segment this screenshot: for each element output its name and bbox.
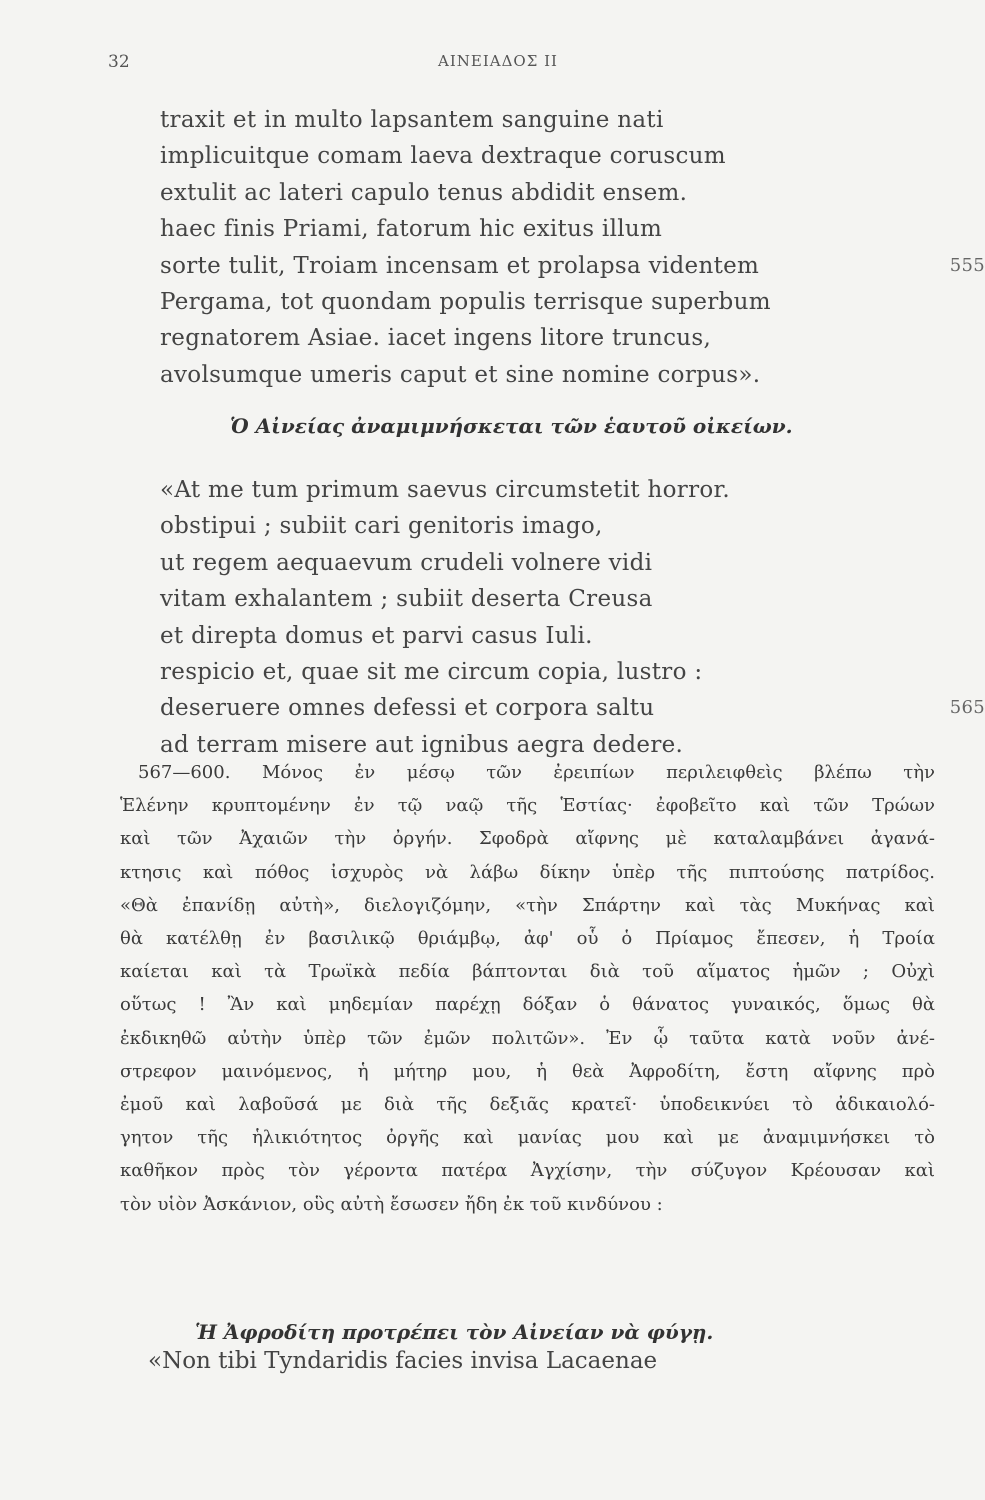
prose-line: Ἑλένην κρυπτομένην ἐν τῷ ναῷ τῆς Ἑστίας· ἐφοβεῖτο καὶ τῶν Τρώων — [120, 795, 935, 817]
verse-line — [160, 357, 880, 393]
verse-line — [160, 248, 985, 284]
prose-line: καὶ τῶν Ἀχαιῶν τὴν ὀργήν. Σφοδρὰ αἴφνης μὲ καταλαμβάνει ἀγανά- — [120, 828, 935, 850]
line-number: 565 — [949, 697, 985, 719]
prose-line: καθῆκον πρὸς τὸν γέροντα πατέρα Ἀγχίσην, τὴν σύζυγον Κρέουσαν καὶ — [120, 1160, 935, 1182]
verse-block-1 — [160, 102, 985, 393]
verse-line — [160, 508, 880, 544]
prose-line: καίεται καὶ τὰ Τρωϊκὰ πεδία βάπτονται διὰ τοῦ αἵματος ἡμῶν ; Οὐχὶ — [120, 961, 935, 983]
verse-text: vitam exhalantem ; subiit deserta Creusa — [160, 586, 653, 613]
running-head: ΑΙΝΕΙΑΔΟΣ II — [438, 52, 558, 70]
prose-summary — [120, 756, 935, 1221]
prose-line: «Θὰ ἐπανίδῃ αὐτὴ», διελογιζόμην, «τὴν Σπάρτην καὶ τὰς Μυκήνας καὶ — [120, 894, 935, 916]
prose-line: 567—600. Μόνος ἐν μέσῳ τῶν ἐρειπίων περιλειφθεὶς βλέπω τὴν — [138, 762, 935, 783]
verse-text: regnatorem Asiae. iacet ingens litore truncus, — [160, 325, 712, 352]
closing-verse-line: «Non tibi Tyndaridis facies invisa Lacaenae — [148, 1348, 658, 1374]
verse-text: ad terram misere aut ignibus aegra dedere. — [160, 731, 684, 758]
verse-line — [160, 581, 880, 617]
page-number: 32 — [108, 52, 130, 72]
verse-text: traxit et in multo lapsantem sanguine nati — [160, 107, 664, 133]
verse-line — [160, 320, 880, 356]
verse-block-2 — [160, 472, 985, 763]
section-heading: Ὁ Αἰνείας ἀναμιμνήσκεται τῶν ἑαυτοῦ οἰκείων. — [230, 414, 793, 438]
verse-line — [160, 472, 880, 508]
verse-text: deseruere omnes defessi et corpora saltu — [160, 695, 655, 722]
verse-text: avolsumque umeris caput et sine nomine corpus». — [160, 361, 761, 388]
page-header — [108, 52, 928, 82]
line-number: 555 — [949, 254, 985, 276]
prose-line: στρεφον μαινόμενος, ἡ μήτηρ μου, ἡ θεὰ Ἀφροδίτη, ἔστη αἴφνης πρὸ — [120, 1060, 935, 1082]
verse-line — [160, 284, 880, 320]
verse-text: ut regem aequaevum crudeli volnere vidi — [160, 549, 653, 576]
verse-text: implicuitque comam laeva dextraque coruscum — [160, 143, 726, 170]
verse-text: haec finis Priami, fatorum hic exitus illum — [160, 216, 663, 243]
verse-line — [160, 102, 880, 138]
verse-text: Pergama, tot quondam populis terrisque superbum — [160, 289, 771, 316]
verse-line — [160, 138, 880, 174]
verse-text: et direpta domus et parvi casus Iuli. — [160, 622, 593, 649]
prose-line: κτησις καὶ πόθος ἰσχυρὸς νὰ λάβω δίκην ὑπὲρ τῆς πιπτούσης πατρίδος. — [120, 861, 935, 883]
verse-line — [160, 211, 880, 247]
prose-line: θὰ κατέλθῃ ἐν βασιλικῷ θριάμβῳ, ἀφ' οὗ ὁ Πρίαμος ἔπεσεν, ἡ Τροία — [120, 928, 935, 950]
prose-line: γητον τῆς ἡλικιότητος ὀργῆς καὶ μανίας μου καὶ με ἀναμιμνήσκει τὸ — [120, 1127, 935, 1149]
verse-line — [160, 690, 985, 726]
verse-line — [160, 545, 880, 581]
verse-text: sorte tulit, Troiam incensam et prolapsa videntem — [160, 252, 760, 279]
verse-line — [160, 175, 880, 211]
verse-text: extulit ac lateri capulo tenus abdidit ensem. — [160, 179, 688, 206]
verse-text: obstipui ; subiit cari genitoris imago, — [160, 513, 603, 540]
prose-line: τὸν υἱὸν Ἀσκάνιον, οὓς αὐτὴ ἔσωσεν ἤδη ἐκ τοῦ κινδύνου : — [120, 1193, 663, 1215]
verse-line — [160, 618, 880, 654]
prose-line: ἐμοῦ καὶ λαβοῦσά με διὰ τῆς δεξιᾶς κρατεῖ· ὑποδεικνύει τὸ ἀδικαιολό- — [120, 1094, 935, 1116]
prose-line: οὕτως ! Ἂν καὶ μηδεμίαν παρέχῃ δόξαν ὁ θάνατος γυναικός, ὅμως θὰ — [120, 994, 935, 1016]
prose-line: ἐκδικηθῶ αὐτὴν ὑπὲρ τῶν ἐμῶν πολιτῶν». Ἐν ᾧ ταῦτα κατὰ νοῦν ἀνέ- — [120, 1027, 935, 1049]
verse-text: «At me tum primum saevus circumstetit horror. — [160, 477, 730, 503]
verse-line — [160, 654, 880, 690]
section-heading: Ἡ Ἀφροδίτη προτρέπει τὸν Αἰνείαν νὰ φύγῃ. — [195, 1320, 714, 1344]
verse-text: respicio et, quae sit me circum copia, lustro : — [160, 659, 703, 686]
